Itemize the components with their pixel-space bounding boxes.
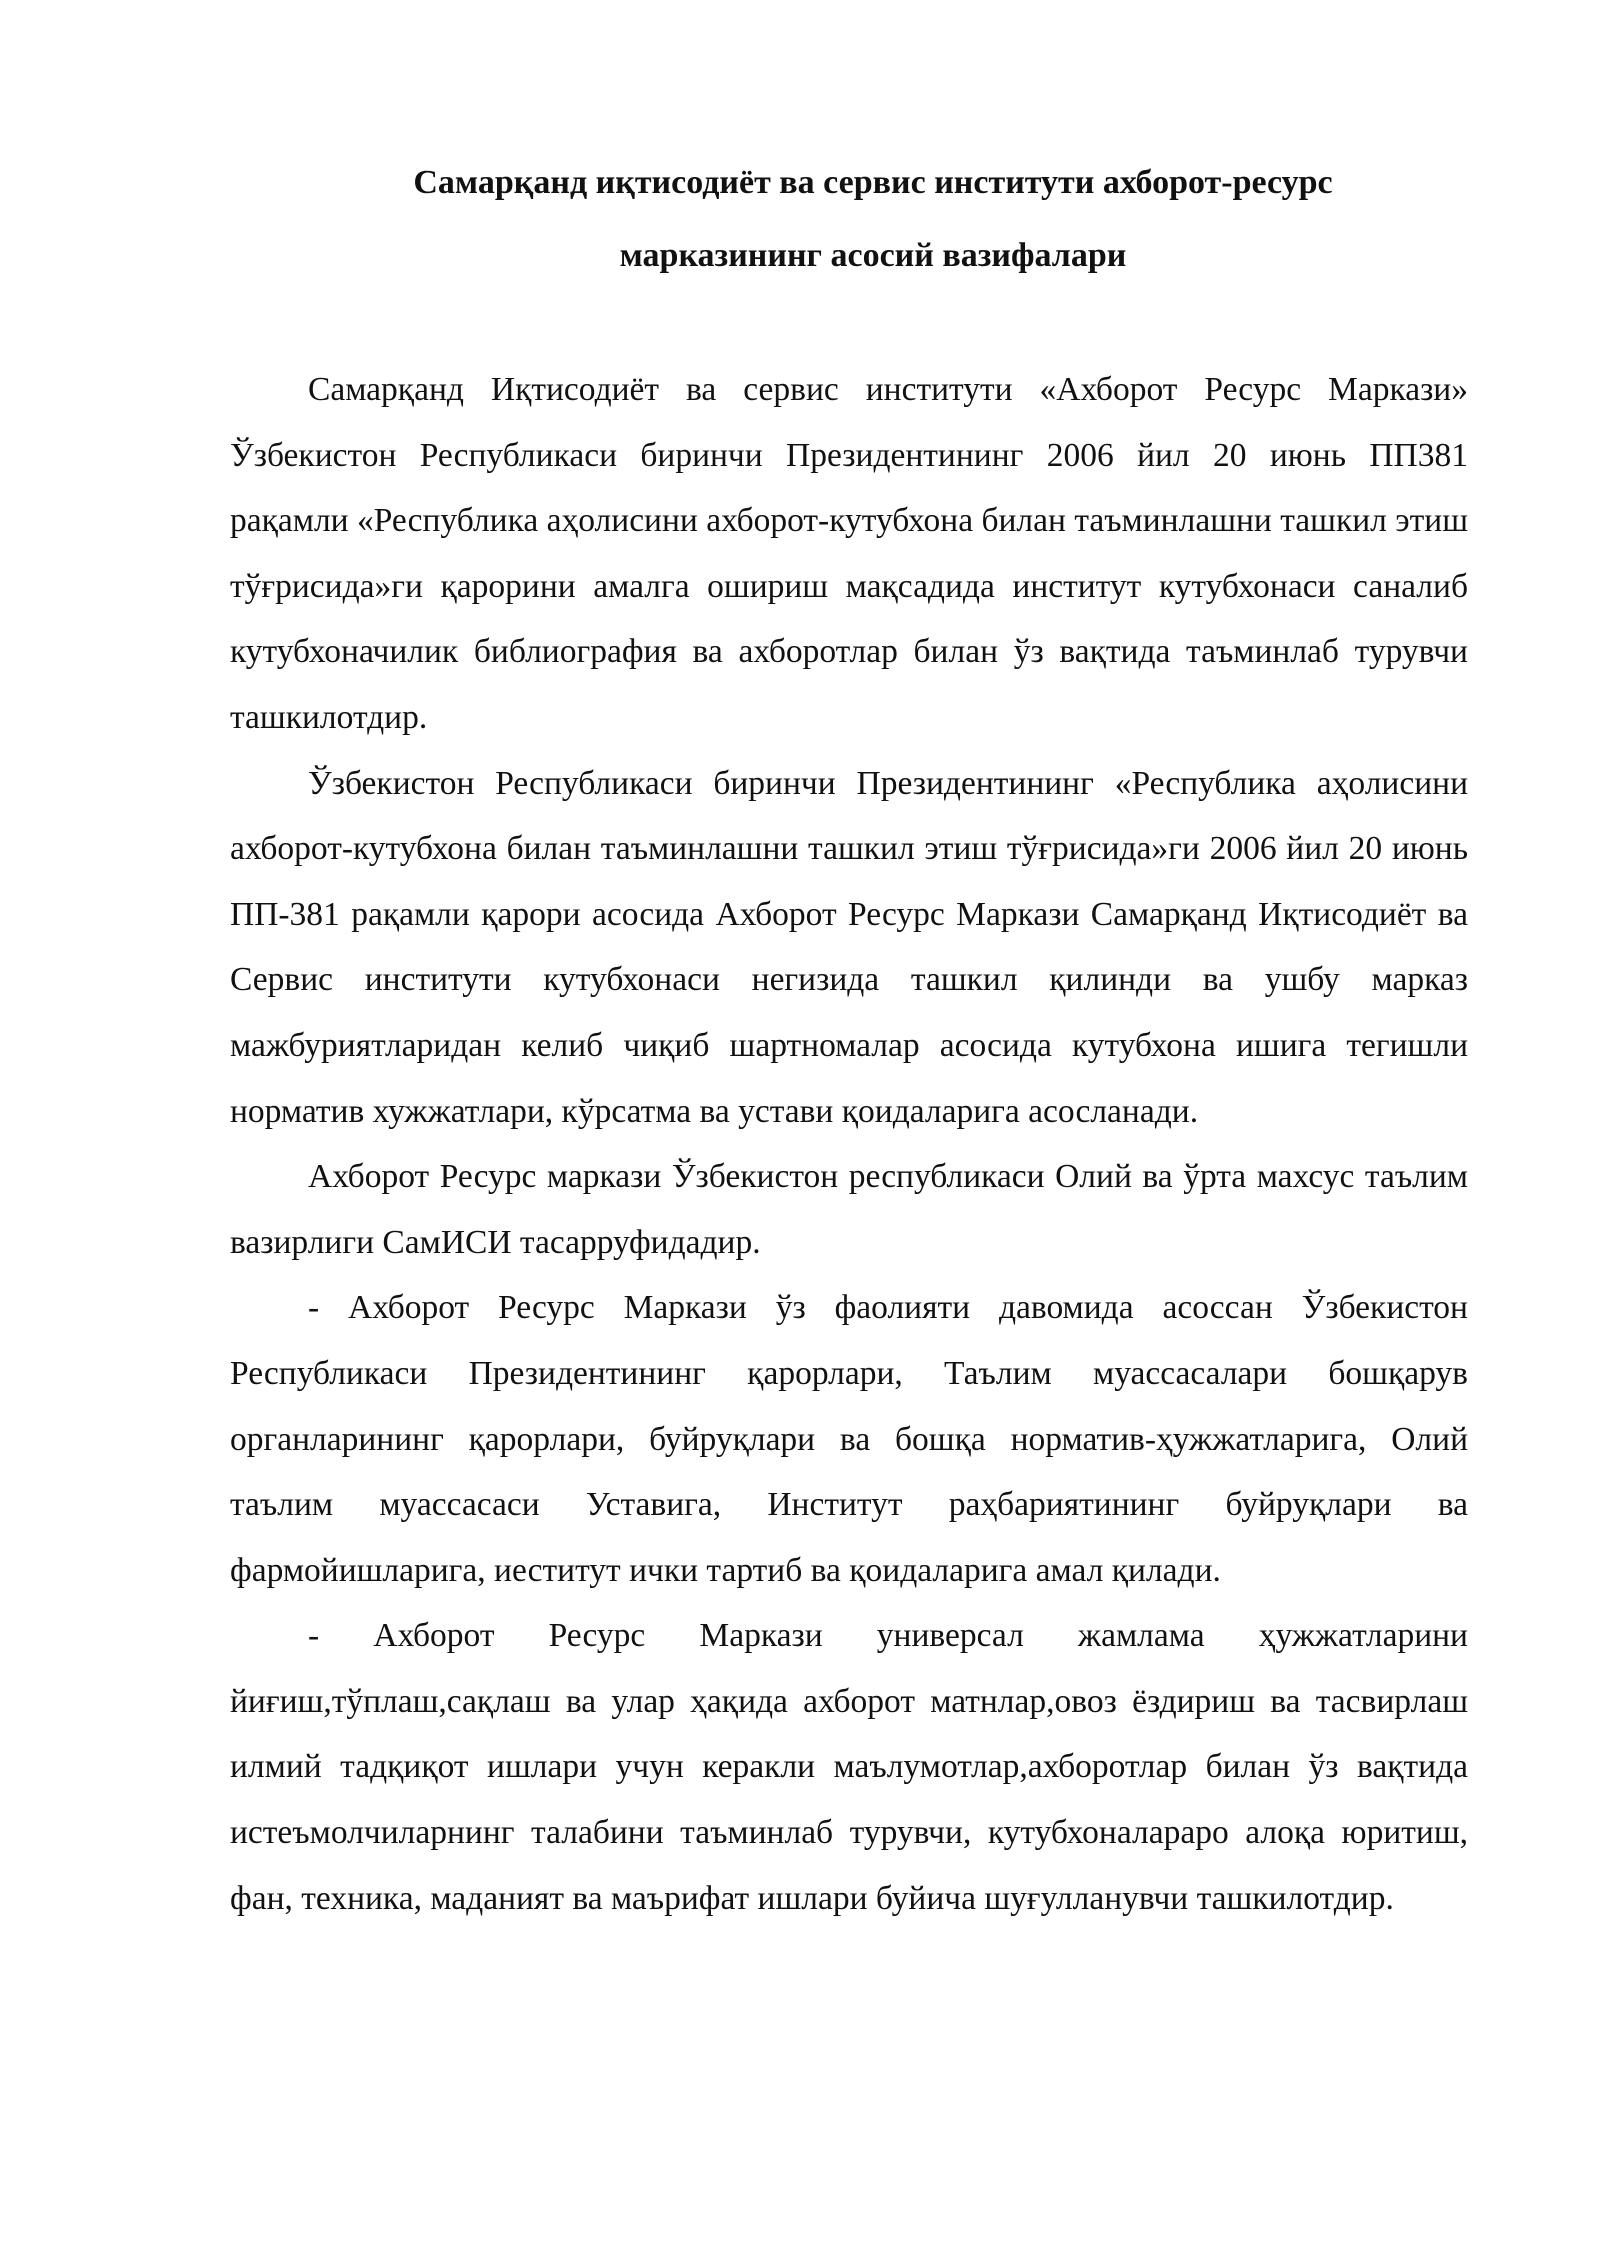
- paragraph-regulations: - Ахборот Ресурс Маркази ўз фаолияти давомида асоссан Ўзбекистон Республикаси Президентининг қарорлари, Таълим муассасалари бошқарув органларининг қарорлари, буйруқлари ва бошқа норматив-ҳужжатларига, Олий таълим муассасаси Уставига, Институт раҳбариятининг буйруқлари ва фармойишларига, иеститут ички тартиб ва қоидаларига амал қилади.: [230, 1289, 1468, 1589]
- paragraph-intro: Самарқанд Иқтисодиёт ва сервис институти «Ахборот Ресурс Маркази» Ўзбекистон Республикаси биринчи Президентининг 2006 йил 20 июнь ПП381 рақамли «Республика аҳолисини ахборот-кутубхона билан таъминлашни ташкил этиш тўғрисида»ги қарорини амалга ошириш мақсадида институт кутубхонаси саналиб кутубхоначилик библиография ва ахборотлар билан ўз вақтида таъминлаб турувчи ташкилотдир.: [230, 371, 1468, 736]
- paragraph-functions: - Ахборот Ресурс Маркази универсал жамлама ҳужжатларини йиғиш,тўплаш,сақлаш ва улар ҳақида ахборот матнлар,овоз ёздириш ва тасвирлаш илмий тадқиқот ишлари учун керакли маълумотлар,ахборотлар билан ўз вақтида истеъмолчиларнинг талабини таъминлаб турувчи, кутубхоналараро алоқа юритиш, фан, техника, маданият ва маърифат ишлари буйича шуғулланувчи ташкилотдир.: [230, 1617, 1468, 1917]
- document-title: [230, 146, 1468, 292]
- paragraph-jurisdiction: Ахборот Ресурс маркази Ўзбекистон республикаси Олий ва ўрта махсус таълим вазирлиги СамИСИ тасарруфидадир.: [230, 1158, 1468, 1261]
- title-line-1: Самарқанд иқтисодиёт ва сервис институти ахборот-ресурс: [413, 164, 1333, 201]
- document-body: [230, 357, 1468, 1931]
- title-line-2: марказининг асосий вазифалари: [619, 237, 1127, 274]
- paragraph-founding: Ўзбекистон Республикаси биринчи Президентининг «Республика аҳолисини ахборот-кутубхона билан таъминлашни ташкил этиш тўғрисида»ги 2006 йил 20 июнь ПП-381 рақамли қарори асосида Ахборот Ресурс Маркази Самарқанд Иқтисодиёт ва Сервис институти кутубхонаси негизида ташкил қилинди ва ушбу марказ мажбуриятларидан келиб чиқиб шартномалар асосида кутубхона ишига тегишли норматив хужжатлари, кўрсатма ва устави қоидаларига асосланади.: [230, 764, 1468, 1130]
